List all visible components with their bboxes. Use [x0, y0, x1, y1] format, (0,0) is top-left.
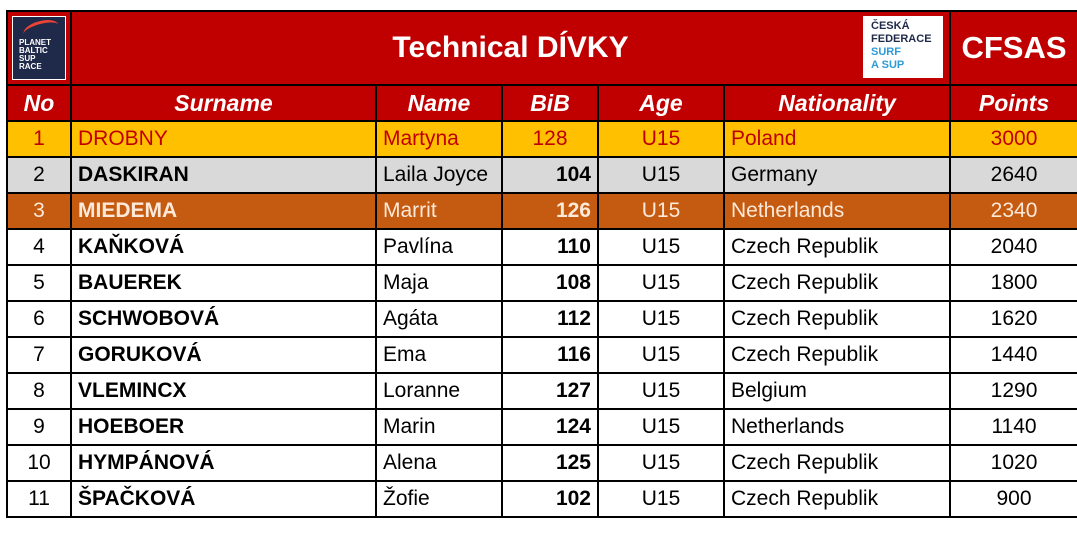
bib-cell: 127: [502, 373, 598, 409]
col-header-bib: BiB: [502, 85, 598, 121]
age-cell: U15: [598, 265, 724, 301]
surname-cell: KAŇKOVÁ: [71, 229, 376, 265]
nationality-cell: Netherlands: [724, 409, 950, 445]
rank-cell: 6: [7, 301, 71, 337]
surname-cell: VLEMINCX: [71, 373, 376, 409]
table-row: [7, 229, 1077, 265]
age-cell: U15: [598, 481, 724, 517]
age-cell: U15: [598, 229, 724, 265]
age-cell: U15: [598, 409, 724, 445]
col-header-no: No: [7, 85, 71, 121]
rank-cell: 8: [7, 373, 71, 409]
col-header-age: Age: [598, 85, 724, 121]
surname-cell: HYMPÁNOVÁ: [71, 445, 376, 481]
surname-cell: DROBNY: [71, 121, 376, 157]
rank-cell: 2: [7, 157, 71, 193]
points-cell: 2640: [950, 157, 1077, 193]
org-short-name: CFSAS: [961, 30, 1067, 65]
points-cell: 1800: [950, 265, 1077, 301]
bib-cell: 112: [502, 301, 598, 337]
table-row: [7, 481, 1077, 517]
points-cell: 3000: [950, 121, 1077, 157]
results-body: [7, 121, 1077, 517]
col-header-nationality: Nationality: [724, 85, 950, 121]
points-cell: 1020: [950, 445, 1077, 481]
federation-logo: ČESKÁ FEDERACE SURF A SUP: [863, 16, 943, 78]
surname-cell: ŠPAČKOVÁ: [71, 481, 376, 517]
first-name-cell: Loranne: [376, 373, 502, 409]
table-row: [7, 301, 1077, 337]
first-name-cell: Pavlína: [376, 229, 502, 265]
points-cell: 1290: [950, 373, 1077, 409]
age-cell: U15: [598, 337, 724, 373]
table-row: [7, 445, 1077, 481]
table-row: [7, 121, 1077, 157]
surname-cell: MIEDEMA: [71, 193, 376, 229]
col-header-name: Name: [376, 85, 502, 121]
table-row: [7, 337, 1077, 373]
bib-cell: 124: [502, 409, 598, 445]
age-cell: U15: [598, 121, 724, 157]
points-cell: 2040: [950, 229, 1077, 265]
table-row: [7, 193, 1077, 229]
points-cell: 2340: [950, 193, 1077, 229]
first-name-cell: Alena: [376, 445, 502, 481]
nationality-cell: Czech Republik: [724, 229, 950, 265]
col-header-points: Points: [950, 85, 1077, 121]
nationality-cell: Czech Republik: [724, 337, 950, 373]
surname-cell: BAUEREK: [71, 265, 376, 301]
first-name-cell: Laila Joyce: [376, 157, 502, 193]
rank-cell: 7: [7, 337, 71, 373]
table-row: [7, 157, 1077, 193]
first-name-cell: Martyna: [376, 121, 502, 157]
first-name-cell: Marin: [376, 409, 502, 445]
title-cell: [71, 11, 950, 85]
first-name-cell: Maja: [376, 265, 502, 301]
event-logo-cell: [7, 11, 71, 85]
age-cell: U15: [598, 373, 724, 409]
age-cell: U15: [598, 445, 724, 481]
surname-cell: GORUKOVÁ: [71, 337, 376, 373]
bib-cell: 110: [502, 229, 598, 265]
rank-cell: 11: [7, 481, 71, 517]
rank-cell: 1: [7, 121, 71, 157]
surname-cell: HOEBOER: [71, 409, 376, 445]
nationality-cell: Poland: [724, 121, 950, 157]
title-row: [7, 11, 1077, 85]
logo-text: PLANET BALTIC SUP RACE: [19, 38, 51, 71]
age-cell: U15: [598, 157, 724, 193]
rank-cell: 3: [7, 193, 71, 229]
nationality-cell: Czech Republik: [724, 301, 950, 337]
nationality-cell: Czech Republik: [724, 265, 950, 301]
age-cell: U15: [598, 301, 724, 337]
rank-cell: 5: [7, 265, 71, 301]
table-row: [7, 409, 1077, 445]
col-header-surname: Surname: [71, 85, 376, 121]
sheet-title: Technical DÍVKY: [392, 31, 629, 64]
rank-cell: 4: [7, 229, 71, 265]
bib-cell: 125: [502, 445, 598, 481]
bib-cell: 116: [502, 337, 598, 373]
rank-cell: 9: [7, 409, 71, 445]
first-name-cell: Marrit: [376, 193, 502, 229]
table-row: [7, 373, 1077, 409]
nationality-cell: Germany: [724, 157, 950, 193]
rank-cell: 10: [7, 445, 71, 481]
surname-cell: DASKIRAN: [71, 157, 376, 193]
bib-cell: 104: [502, 157, 598, 193]
points-cell: 1140: [950, 409, 1077, 445]
points-cell: 900: [950, 481, 1077, 517]
nationality-cell: Belgium: [724, 373, 950, 409]
column-header-row: [7, 85, 1077, 121]
first-name-cell: Ema: [376, 337, 502, 373]
age-cell: U15: [598, 193, 724, 229]
first-name-cell: Žofie: [376, 481, 502, 517]
bib-cell: 128: [502, 121, 598, 157]
bib-cell: 126: [502, 193, 598, 229]
table-row: [7, 265, 1077, 301]
points-cell: 1620: [950, 301, 1077, 337]
nationality-cell: Czech Republik: [724, 481, 950, 517]
bib-cell: 108: [502, 265, 598, 301]
surname-cell: SCHWOBOVÁ: [71, 301, 376, 337]
planet-baltic-logo: [12, 16, 66, 80]
bib-cell: 102: [502, 481, 598, 517]
nationality-cell: Netherlands: [724, 193, 950, 229]
nationality-cell: Czech Republik: [724, 445, 950, 481]
points-cell: 1440: [950, 337, 1077, 373]
org-cell: [950, 11, 1077, 85]
results-table: [6, 10, 1077, 518]
first-name-cell: Agáta: [376, 301, 502, 337]
